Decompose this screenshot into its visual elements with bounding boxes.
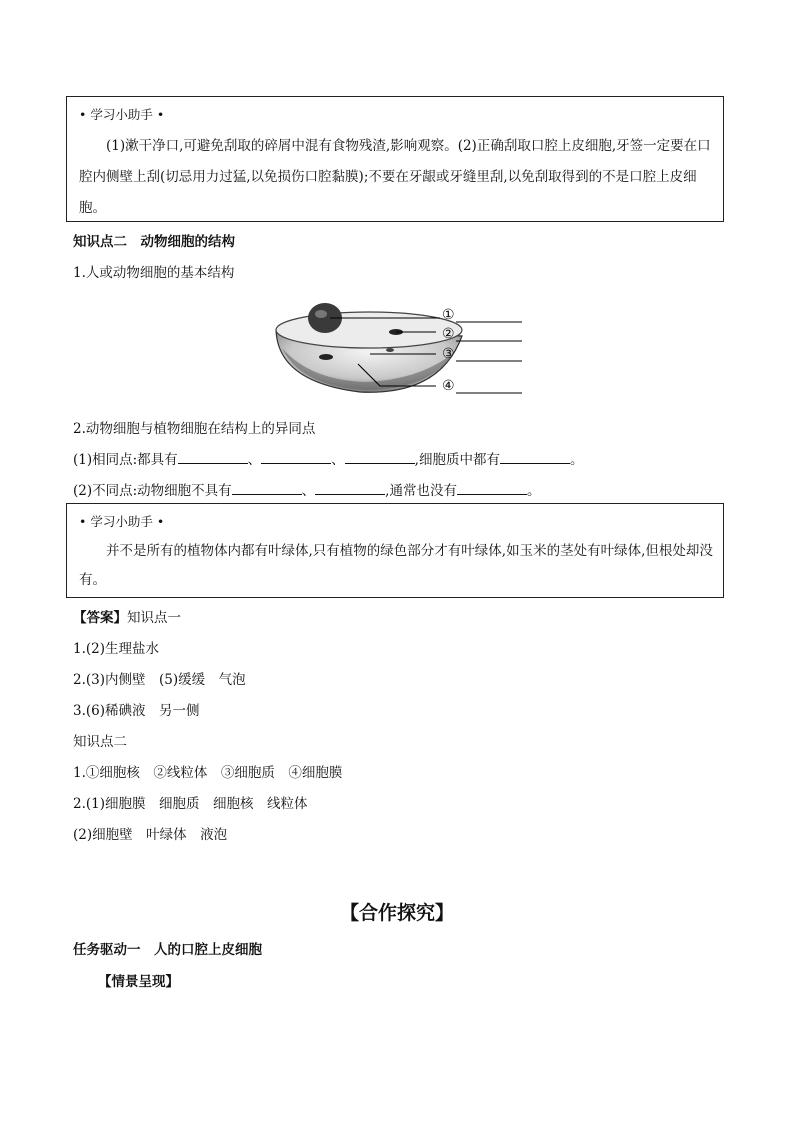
answer-header: 【答案】知识点一	[73, 610, 181, 626]
answer-line: (2)细胞壁 叶绿体 液泡	[73, 827, 228, 843]
answer-line: 1.①细胞核 ②线粒体 ③细胞质 ④细胞膜	[73, 765, 343, 781]
blank[interactable]	[232, 480, 302, 495]
blank[interactable]	[500, 449, 570, 464]
answer-line: 2.(3)内侧壁 (5)缓缓 气泡	[73, 672, 246, 688]
same-points-line: (1)相同点:都具有 、 、 ,细胞质中都有 。	[73, 448, 583, 468]
blank[interactable]	[457, 480, 527, 495]
item-2: 2.动物细胞与植物细胞在结构上的异同点	[73, 421, 316, 437]
item-1: 1.人或动物细胞的基本结构	[73, 265, 235, 281]
helper-text: 并不是所有的植物体内都有叶绿体,只有植物的绿色部分才有叶绿体,如玉米的茎处有叶绿体,但根处却没有。	[79, 543, 713, 588]
blank[interactable]	[261, 449, 331, 464]
blank[interactable]	[178, 449, 248, 464]
blank[interactable]	[315, 480, 385, 495]
helper-box-2	[66, 503, 724, 598]
blank[interactable]	[345, 449, 415, 464]
answer-line: 1.(2)生理盐水	[73, 641, 160, 657]
section-heading: 知识点二 动物细胞的结构	[73, 234, 235, 250]
helper-label: • 学习小助手 •	[79, 107, 165, 122]
diagram-label-4: ④	[442, 378, 455, 394]
diagram-label-2: ②	[442, 326, 455, 342]
answer-line: 3.(6)稀碘液 另一侧	[73, 703, 200, 719]
task-heading: 任务驱动一 人的口腔上皮细胞	[73, 942, 262, 958]
diff-points-line: (2)不同点:动物细胞不具有 、 ,通常也没有 。	[73, 479, 540, 499]
helper-box-1	[66, 96, 724, 222]
animal-cell-diagram	[270, 296, 530, 400]
diagram-label-3: ③	[442, 346, 455, 362]
diagram-label-1: ①	[442, 307, 455, 323]
helper-label: • 学习小助手 •	[79, 514, 165, 529]
scene-heading: 【情景呈现】	[98, 974, 179, 990]
helper-text: (1)漱干净口,可避免刮取的碎屑中混有食物残渣,影响观察。(2)正确刮取口腔上皮细胞,牙签一定要在口腔内侧壁上刮(切忌用力过猛,以免损伤口腔黏膜);不要在牙龈或牙缝里刮,以免刮取得到的不是口腔上皮细胞。	[79, 138, 711, 216]
answer-line: 知识点二	[73, 734, 127, 750]
section-title: 【合作探究】	[339, 902, 454, 924]
answer-line: 2.(1)细胞膜 细胞质 细胞核 线粒体	[73, 796, 308, 812]
